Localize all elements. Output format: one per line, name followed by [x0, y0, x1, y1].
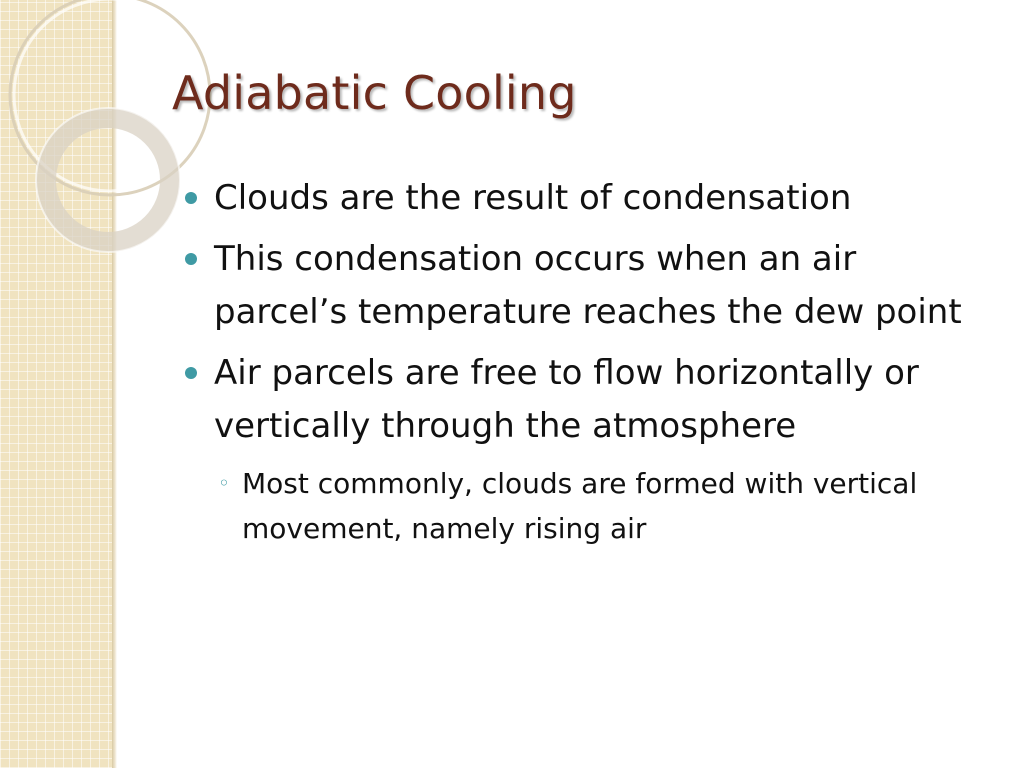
sub-bullet-text: Most commonly, clouds are formed with vertical movement, namely rising air [242, 467, 918, 545]
bullet-item [182, 347, 972, 453]
bullet-item [182, 172, 972, 225]
bullet-dot-icon [185, 367, 197, 379]
bullet-text: This condensation occurs when an air parcel’s temperature reaches the dew point [214, 239, 962, 332]
slide-title: Adiabatic Cooling [172, 66, 577, 120]
bullet-item [182, 233, 972, 339]
sub-bullet-item [182, 461, 972, 551]
bullet-dot-icon [185, 253, 197, 265]
bullet-dot-icon [185, 192, 197, 204]
sub-bullet-circle-icon: ◦ [218, 471, 230, 495]
bullet-text: Clouds are the result of condensation [214, 178, 852, 218]
bullet-list [182, 172, 972, 551]
bullet-text: Air parcels are free to flow horizontally or vertically through the atmosphere [214, 353, 919, 446]
